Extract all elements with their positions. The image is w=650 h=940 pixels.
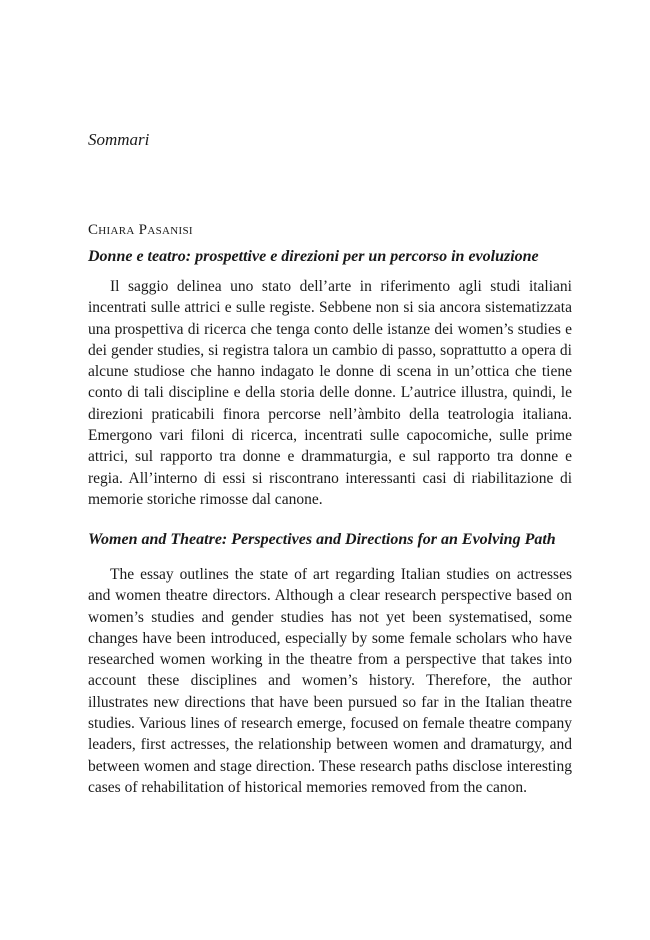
english-abstract-title: Women and Theatre: Perspectives and Directions for an Evolving Path <box>88 531 556 548</box>
english-abstract-text: The essay outlines the state of art regarding Italian studies on actresses and women theatre directors. Although a clear research perspective based on women’s studies and gender studies has not yet been systematised, some changes have been introduced, especially by some female scholars who have researched women working in the theatre from a perspective that takes into account these disciplines and women’s history. Therefore, the author illustrates new directions that have been pursued so far in the Italian theatre studies. Various lines of research emerge, focused on female theatre company leaders, first actresses, the relationship between women and dramaturgy, and between women and stage direction. These research paths disclose interesting cases of rehabilitation of historical memories removed from the canon. <box>88 566 572 796</box>
italian-abstract-title: Donne e teatro: prospettive e direzioni per un percorso in evoluzione <box>88 248 539 265</box>
italian-abstract-text: Il saggio delinea uno stato dell’arte in riferimento agli studi italiani incentrati sulle attrici e sulle registe. Sebbene non si sia ancora sistematizzata una prospettiva di ricerca che tenga conto delle istanze dei women’s studies e dei gender studies, si registra talora un cambio di passo, soprattutto a opera di alcune studiose che hanno indagato le donne di scena in un’ottica che tiene conto di tali discipline e della storia delle donne. L’autrice illustra, quindi, le direzioni praticabili finora percorse nell’àmbito della teatrologia italiana. Emergono vari filoni di ricerca, incentrati sulle capocomiche, sulle prime attrici, sul rapporto tra donne e drammaturgia, e sul rapporto tra donne e regia. All’interno di essi si riscontrano interessanti casi di riabilitazione di memorie storiche rimosse dal canone. <box>88 278 572 508</box>
author-name: Chiara Pasanisi <box>88 222 193 238</box>
section-title: Sommari <box>88 130 150 149</box>
